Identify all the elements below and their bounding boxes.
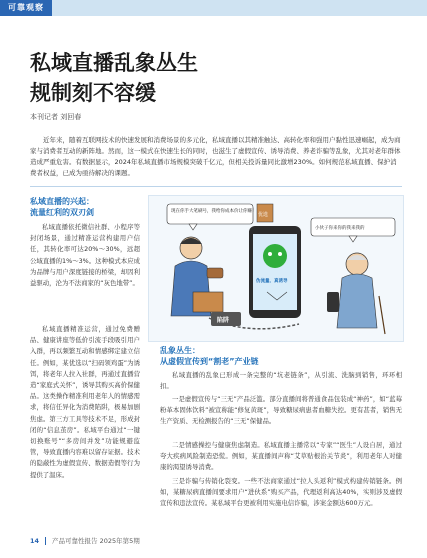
section2-para2: 一是虚假宣传与“三无”产品泛滥。部分直播间将普通食品包装成“神药”，如“蓝莓粉革本固体饮料”被宣称能“修复黄斑”，导致糖尿病患者血糖失控。更有甚者，销售无生产资质、无检测报告的“三无”保健品。 <box>160 395 402 426</box>
phone-sign: 伪流量、真诱导 <box>256 279 288 284</box>
section2-para3: 二是情感操控与健康焦虑制造。私域直播主播常以“专家”“医生”人设自居，通过夸大疾病风险制造恐慌。例如，某直播间声称“艾草贴根治关节炎”，利用老年人对健康的渴望诱导消费。 <box>160 441 402 472</box>
bubble-left-text: 现在你手大笔刷号，我给你成本价让你赚！ <box>171 209 257 214</box>
section2-para1: 私域直播的乱象已形成一条完整的“坑老链条”，从引流、洗脑到销售，环环相扣。 <box>160 371 402 391</box>
byline: 本刊记者 刘回春 <box>30 113 82 121</box>
section2-heading-line2: 从虚假宣传到“割老”产业链 <box>160 357 259 366</box>
page-number: 14 <box>30 537 40 545</box>
section1-heading-line1: 私域直播的兴起： <box>30 197 94 206</box>
shopping-bag <box>257 204 273 222</box>
top-banner-band <box>0 0 427 16</box>
section1-para1: 私域直播依托微信社群、小程序等封闭场景，通过精准运营构建用户信任，其转化率可达20%～30%，远超公域直播的1%～3%。这种模式本应成为品牌与用户深度链接的桥梁，却因利益驱动，沦为不法商家的“灰色地带”。 <box>30 223 140 288</box>
divider <box>30 186 402 187</box>
top-banner <box>0 0 427 16</box>
bag-label: 优选 <box>258 212 269 218</box>
section2-para4: 三是诈骗与传销化裂变。一些不法商家通过“拉人头返利”模式构建传销链条。例如，某糖尿病直播间要求用户“进伙系”购买产品，代理返利高达40%，实则涉及虚假宣传和违法宣传。某私域平台更被利用实施电信诈骗，涉案金额达600万元。 <box>160 477 402 508</box>
lead-paragraph: 近年来，随着互联网技术的快速发展和消费场景的多元化，私域直播以其精准触达、高转化率和强用户黏性迅速崛起，成为商家与消费者互动的新阵地。然而，这一模式在快速生长的同时，也滋生了虚假宣传、诱导消费、养老诈骗等乱象，尤其对老年群体造成严重危害。有数据显示，2024年私域直播市场规模突破千亿元，但相关投诉量同比激增230%。如何规范私域直播、保护消费者权益，已成为亟待解决的课题。 <box>30 136 401 177</box>
article-title-line1: 私域直播乱象丛生 <box>30 50 198 75</box>
section2-heading-line1: 乱象丛生： <box>160 346 200 355</box>
article-illustration <box>148 195 404 342</box>
section1-para2: 私域直播精准运营，通过免费赠品、健康讲座等低价引流手段吸引用户入群，再以频繁互动和情感绑定建立信任。例如，某优选以“扫码领鸡蛋”为诱饵，将老年人拉入社群，再通过直播营造“家庭式关怀”，诱导其购买高价保健品。这类操作精准利用老年人的情感需求，将信任异化为消费陷阱，极易加剧焦虑。第三方工具等技术不足，形成封闭的“信息茧房”。私域平台通过“一键切换账号”“多房间并发”功能规避监管，导致直播内容难以留存证据。技术的隐蔽性为虚假宣传、数据造假等行为提供了温床。 <box>30 325 140 479</box>
section-tag: 可靠观察 <box>0 0 52 16</box>
page-footer <box>30 536 140 545</box>
article-title <box>30 48 410 108</box>
phone-screen <box>249 226 301 318</box>
footer-divider <box>45 537 46 545</box>
section2-heading <box>160 345 259 367</box>
bubble-right-text: 小伙子你来你的我来我的 <box>315 226 365 231</box>
illustration-svg <box>149 196 403 341</box>
trap-label: 陷阱 <box>217 317 230 324</box>
section1-heading <box>30 196 94 218</box>
article-title-line2: 规制刻不容缓 <box>30 80 156 105</box>
section1-heading-line2: 流量红利的双刃剑 <box>30 208 94 217</box>
magazine-name: 产品可靠性报告 2025年第5期 <box>52 537 140 545</box>
